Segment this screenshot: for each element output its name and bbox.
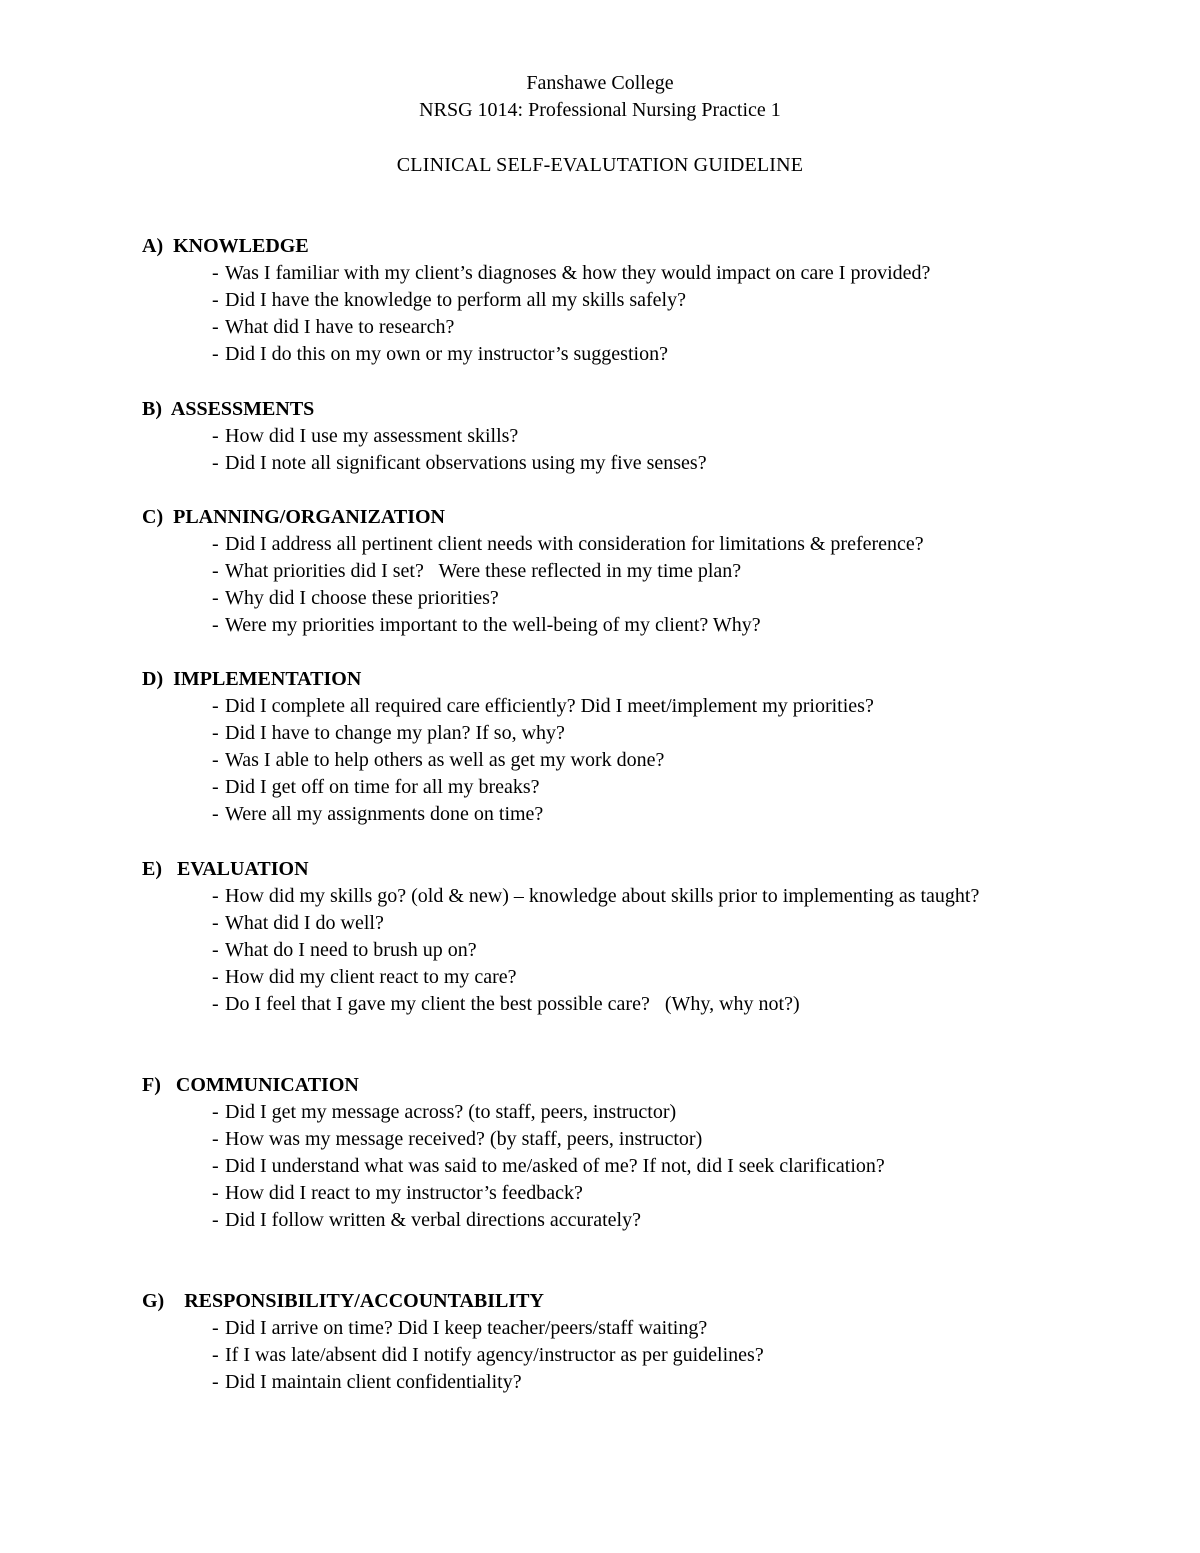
section-heading: F) COMMUNICATION: [142, 1074, 359, 1096]
document-header: [0, 70, 1200, 124]
list-item: - Did I address all pertinent client needs with consideration for limitations & preference?: [212, 533, 924, 555]
list-item: - Was I familiar with my client’s diagnoses & how they would impact on care I provided?: [212, 262, 931, 284]
list-item: - What did I have to research?: [212, 316, 455, 338]
list-item: - If I was late/absent did I notify agency/instructor as per guidelines?: [212, 1344, 764, 1366]
list-item: - Did I follow written & verbal directions accurately?: [212, 1209, 641, 1231]
section-responsibility-accountability: [142, 1288, 1102, 1396]
list-item: - Why did I choose these priorities?: [212, 587, 499, 609]
list-item: - What did I do well?: [212, 912, 384, 934]
list-item: - Did I have to change my plan? If so, why?: [212, 722, 565, 744]
list-item: - How did I react to my instructor’s feedback?: [212, 1182, 583, 1204]
list-item: - Did I get my message across? (to staff, peers, instructor): [212, 1101, 677, 1123]
question-list: [142, 693, 1102, 828]
section-heading: A) KNOWLEDGE: [142, 235, 309, 257]
list-item: - How did my client react to my care?: [212, 966, 517, 988]
institution-name: Fanshawe College: [526, 72, 674, 94]
section-heading: C) PLANNING/ORGANIZATION: [142, 506, 445, 528]
question-list: [142, 423, 1102, 477]
list-item: - Were my priorities important to the well-being of my client? Why?: [212, 614, 761, 636]
question-list: [142, 260, 1102, 368]
section-knowledge: [142, 233, 1102, 368]
question-list: [142, 883, 1102, 1018]
list-item: - What do I need to brush up on?: [212, 939, 477, 961]
list-item: - Did I get off on time for all my breaks?: [212, 776, 540, 798]
section-communication: [142, 1072, 1102, 1234]
question-list: [142, 1099, 1102, 1234]
section-heading: D) IMPLEMENTATION: [142, 668, 362, 690]
list-item: - How did I use my assessment skills?: [212, 425, 519, 447]
section-assessments: [142, 396, 1102, 477]
section-heading: B) ASSESSMENTS: [142, 398, 315, 420]
list-item: - Did I have the knowledge to perform all my skills safely?: [212, 289, 686, 311]
list-item: - Did I maintain client confidentiality?: [212, 1371, 522, 1393]
section-implementation: [142, 666, 1102, 828]
course-title: NRSG 1014: Professional Nursing Practice 1: [419, 99, 781, 121]
list-item: - Did I complete all required care efficiently? Did I meet/implement my priorities?: [212, 695, 874, 717]
list-item: - Were all my assignments done on time?: [212, 803, 544, 825]
document-title: CLINICAL SELF-EVALUTATION GUIDELINE: [396, 154, 804, 176]
list-item: - Did I arrive on time? Did I keep teacher/peers/staff waiting?: [212, 1317, 708, 1339]
list-item: - Was I able to help others as well as get my work done?: [212, 749, 665, 771]
section-heading: E) EVALUATION: [142, 858, 309, 880]
section-evaluation: [142, 856, 1102, 1018]
section-planning-organization: [142, 504, 1102, 639]
list-item: - Did I note all significant observations using my five senses?: [212, 452, 707, 474]
list-item: - What priorities did I set? Were these reflected in my time plan?: [212, 560, 742, 582]
section-heading: G) RESPONSIBILITY/ACCOUNTABILITY: [142, 1290, 544, 1312]
question-list: [142, 531, 1102, 639]
list-item: - How was my message received? (by staff, peers, instructor): [212, 1128, 703, 1150]
list-item: - Do I feel that I gave my client the best possible care? (Why, why not?): [212, 993, 800, 1015]
question-list: [142, 1315, 1102, 1396]
list-item: - Did I understand what was said to me/asked of me? If not, did I seek clarification?: [212, 1155, 885, 1177]
list-item: - How did my skills go? (old & new) – knowledge about skills prior to implementing as taught?: [212, 885, 980, 907]
list-item: - Did I do this on my own or my instructor’s suggestion?: [212, 343, 668, 365]
